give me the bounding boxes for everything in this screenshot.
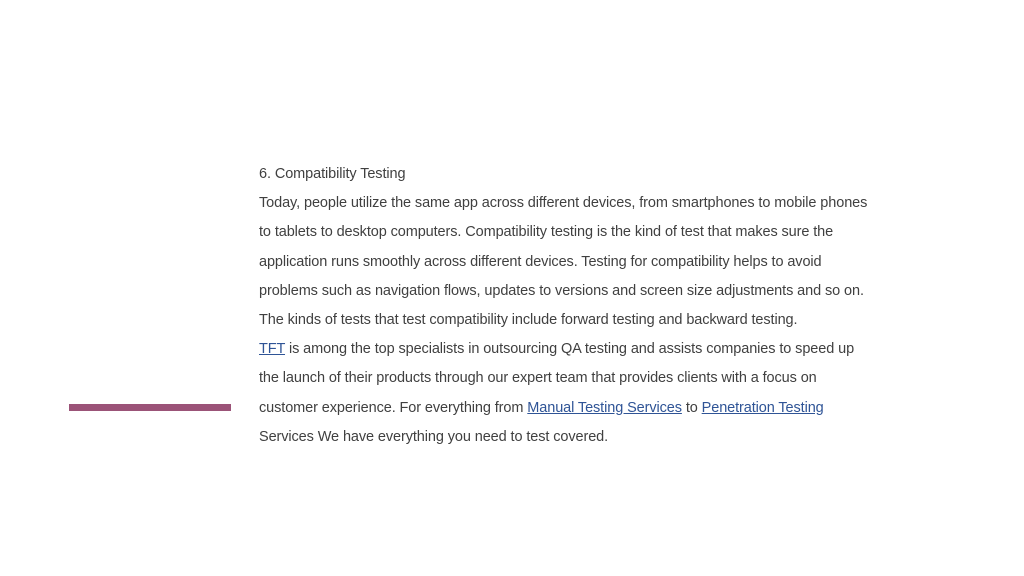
tft-link[interactable]: TFT bbox=[259, 341, 286, 358]
paragraph-line: problems such as navigation flows, updates to versions and screen size adjustments and so on. bbox=[259, 282, 864, 299]
paragraph-text: to bbox=[681, 399, 702, 416]
paragraph-text: customer experience. For everything from bbox=[259, 399, 528, 416]
paragraph-line bbox=[259, 394, 959, 423]
paragraph-line bbox=[259, 335, 959, 364]
accent-bar bbox=[69, 404, 231, 411]
manual-testing-services-link[interactable]: Manual Testing Services bbox=[527, 399, 682, 416]
paragraph-text: is among the top specialists in outsourcing QA testing and assists companies to speed up bbox=[285, 341, 855, 358]
text-content bbox=[259, 160, 959, 452]
paragraph-line: Today, people utilize the same app across different devices, from smartphones to mobile phones bbox=[259, 195, 868, 212]
penetration-testing-link[interactable]: Penetration Testing bbox=[701, 399, 824, 416]
paragraph-line: The kinds of tests that test compatibility include forward testing and backward testing. bbox=[259, 312, 798, 329]
paragraph-line: Services We have everything you need to test covered. bbox=[259, 428, 609, 445]
section-heading: 6. Compatibility Testing bbox=[259, 166, 406, 182]
paragraph-line: the launch of their products through our expert team that provides clients with a focus on bbox=[259, 370, 817, 387]
paragraph-line: to tablets to desktop computers. Compatibility testing is the kind of test that makes sure the bbox=[259, 224, 834, 241]
paragraph-line: application runs smoothly across different devices. Testing for compatibility helps to avoid bbox=[259, 253, 822, 270]
